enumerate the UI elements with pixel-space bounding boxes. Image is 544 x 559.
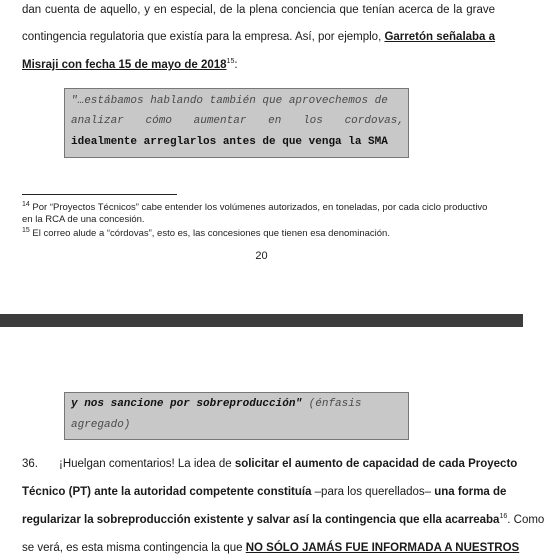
footnote-15 <box>22 228 495 240</box>
quote-line: agregado) <box>71 419 131 431</box>
body-bold-text: NO SÓLO JAMÁS FUE INFORMADA A NUESTROS <box>245 542 520 554</box>
body-text-line <box>22 3 495 17</box>
body-text: se verá, es esta misma contingencia la que <box>22 542 246 554</box>
page-separator <box>0 314 523 327</box>
quote-text: (énfasis <box>302 398 362 410</box>
body-text: –para los querellados– <box>311 486 435 498</box>
paragraph-36-line <box>22 513 544 527</box>
body-bold-text: regularizar la sobreproducción existente y salvar así la contingencia que ella acarreaba <box>22 514 500 526</box>
quote-line: "…estábamos hablando también que aprovechemos de <box>71 95 388 107</box>
body-text: dan cuenta de aquello, y en especial, de la plena conciencia que tenían acerca de la grave <box>22 4 495 16</box>
document-page-bottom <box>0 327 544 559</box>
body-bold-text: Técnico (PT) ante la autoridad competente constituía <box>22 486 312 498</box>
body-text: . Como <box>507 514 544 526</box>
footnote-number: 15 <box>22 226 30 234</box>
quote-line: analizar cómo aumentar en los cordovas, <box>71 115 404 127</box>
paragraph-36-line <box>22 485 507 499</box>
body-bold-text: una forma de <box>434 486 507 498</box>
footnote-text: El correo alude a “córdovas”, esto es, las concesiones que tienen esa denominación. <box>29 228 390 239</box>
body-text-line <box>22 58 495 72</box>
body-bold-text: solicitar el aumento de capacidad de cada Proyecto <box>234 458 518 470</box>
body-text: contingencia regulatoria que existía para la empresa. Así, por ejemplo, <box>22 31 385 43</box>
footnote-14 <box>22 202 495 226</box>
quote-line <box>71 398 404 410</box>
body-text: ¡Huelgan comentarios! La idea de <box>59 458 235 470</box>
footnote-number: 14 <box>22 200 30 208</box>
quote-line-bold: idealmente arreglarlos antes de que venga la SMA <box>71 136 388 148</box>
quote-bold-text: y nos sancione por sobreproducción" <box>71 398 303 410</box>
quote-box <box>64 88 409 158</box>
footnote-divider <box>22 194 177 195</box>
footnote-ref: 16 <box>499 513 508 521</box>
body-text: : <box>234 59 238 71</box>
paragraph-number: 36. <box>22 458 38 470</box>
paragraph-36-line <box>22 457 518 471</box>
paragraph-36-line <box>22 541 520 555</box>
footnote-ref: 15 <box>226 58 235 66</box>
email-reference-link: Misraji con fecha 15 de mayo de 2018 <box>22 59 227 71</box>
body-text-line <box>22 30 495 44</box>
footnote-text: Por “Proyectos Técnicos” cabe entender los volúmenes autorizados, en toneladas, por cada ciclo productivo en la RCA de una concesión. <box>22 202 488 225</box>
email-reference-link: Garretón señalaba a <box>384 31 496 43</box>
quote-box <box>64 392 409 440</box>
page-number: 20 <box>255 250 268 262</box>
